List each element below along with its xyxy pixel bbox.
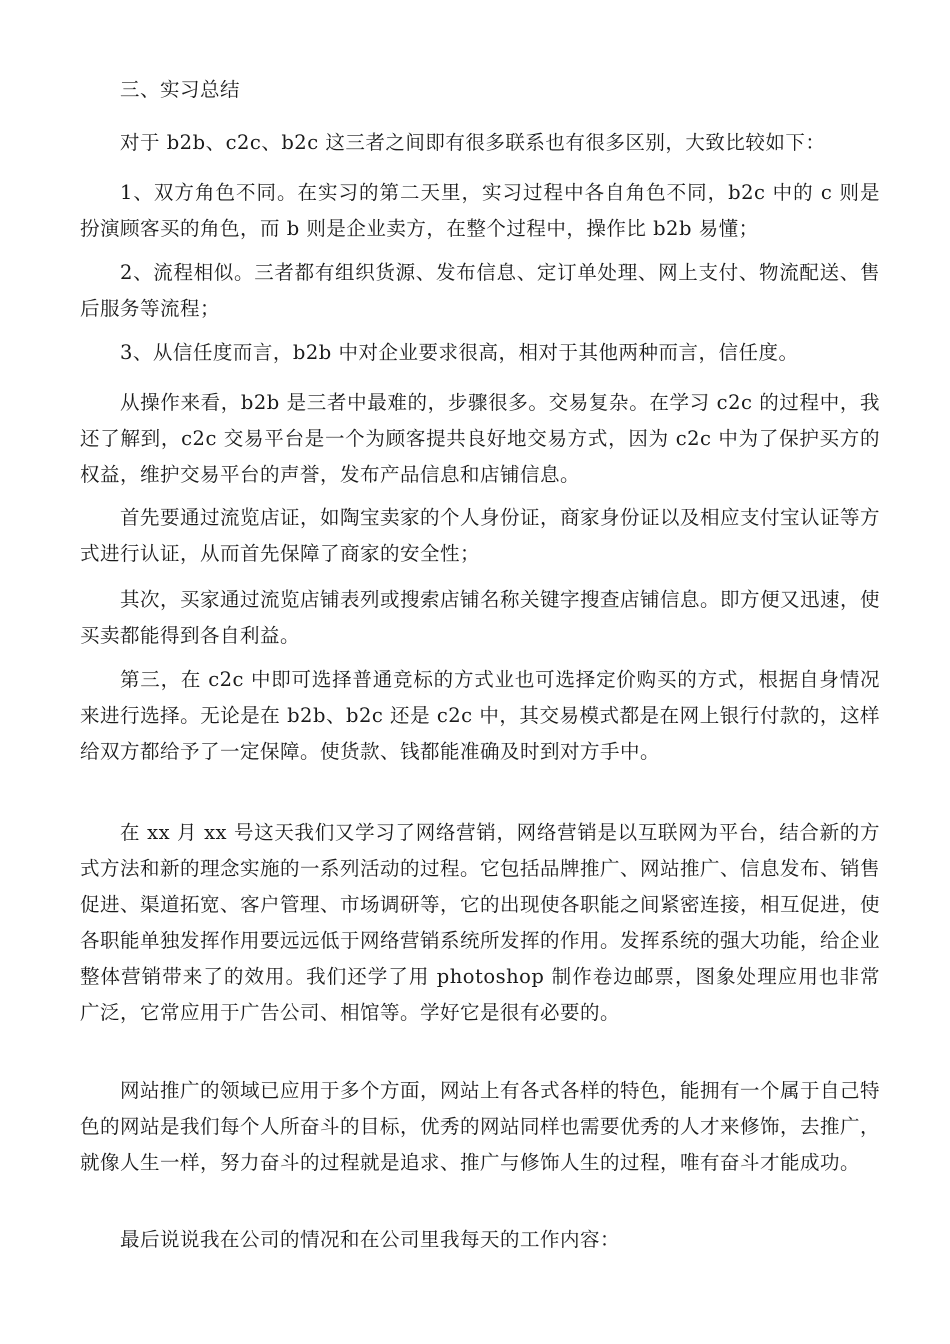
section-heading: 三、实习总结 [120, 78, 241, 101]
paragraph-point-3: 3、从信任度而言，b2b 中对企业要求很高，相对于其他两种而言，信任度。 [120, 341, 799, 364]
paragraph-website-promotion: 网站推广的领域已应用于多个方面，网站上有各式各样的特色，能拥有一个属于自己特色的网站是我们每个人所奋斗的目标，优秀的网站同样也需要优秀的人才来修饰，去推广，就像人生一样，努力奋斗的过程就是追求、推广与修饰人生的过程，唯有奋斗才能成功。 [80, 1079, 881, 1174]
paragraph-second: 其次，买家通过流览店铺表列或搜索店铺名称关键字搜查店铺信息。即方便又迅速，使买卖都能得到各自利益。 [80, 588, 881, 647]
paragraph-first: 首先要通过流览店证，如陶宝卖家的个人身份证，商家身份证以及相应支付宝认证等方式进行认证，从而首先保障了商家的安全性； [80, 506, 881, 565]
paragraph-network-marketing: 在 xx 月 xx 号这天我们又学习了网络营销，网络营销是以互联网为平台，结合新的方式方法和新的理念实施的一系列活动的过程。它包括品牌推广、网站推广、信息发布、销售促进、渠道拓宽、客户管理、市场调研等，它的出现使各职能之间紧密连接，相互促进，使各职能单独发挥作用要远远低于网络营销系统所发挥的作用。发挥系统的强大功能，给企业整体营销带来了的效用。我们还学了用 photoshop 制作卷边邮票，图象处理应用也非常广泛，它常应用于广告公司、相馆等。学好它是很有必要的。 [80, 821, 881, 1024]
paragraph-closing: 最后说说我在公司的情况和在公司里我每天的工作内容： [120, 1228, 621, 1251]
paragraph-operation: 从操作来看，b2b 是三者中最难的，步骤很多。交易复杂。在学习 c2c 的过程中，我还了解到，c2c 交易平台是一个为顾客提共良好地交易方式，因为 c2c 中为了保护买方的权益，维护交易平台的声誉，发布产品信息和店铺信息。 [80, 391, 880, 486]
paragraph-third: 第三，在 c2c 中即可选择普通竞标的方式业也可选择定价购买的方式，根据自身情况来进行选择。无论是在 b2b、b2c 还是 c2c 中，其交易模式都是在网上银行付款的，这样给双方都给予了一定保障。使货款、钱都能准确及时到对方手中。 [80, 668, 880, 763]
paragraph-intro: 对于 b2b、c2c、b2c 这三者之间即有很多联系也有很多区别，大致比较如下： [120, 131, 826, 154]
paragraph-point-2: 2、流程相似。三者都有组织货源、发布信息、定订单处理、网上支付、物流配送、售后服务等流程； [80, 261, 880, 320]
paragraph-point-1: 1、双方角色不同。在实习的第二天里，实习过程中各自角色不同，b2c 中的 c 则是扮演顾客买的角色，而 b 则是企业卖方，在整个过程中，操作比 b2b 易懂； [80, 181, 880, 240]
